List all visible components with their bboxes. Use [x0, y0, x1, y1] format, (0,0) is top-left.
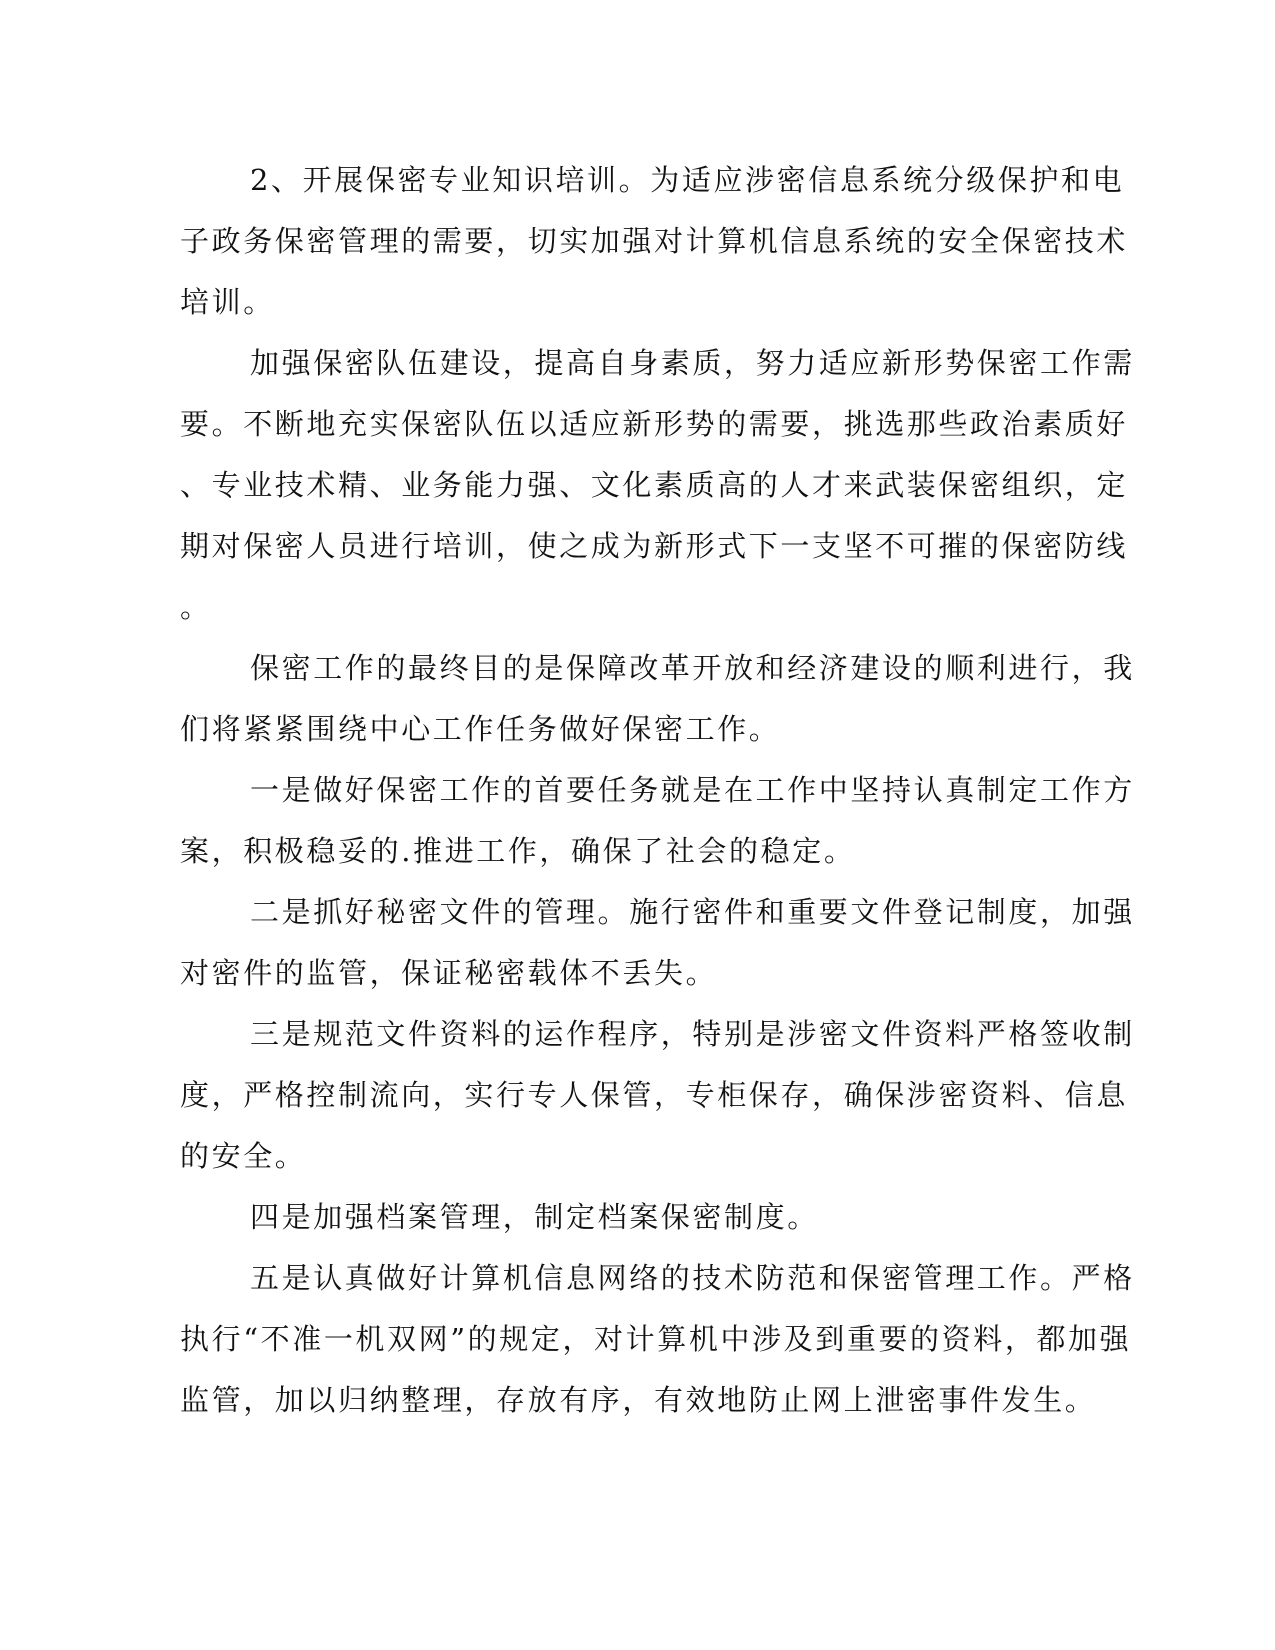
paragraph-training: [180, 150, 1129, 333]
paragraph-line: 保密工作的最终目的是保障改革开放和经济建设的顺利进行，我: [250, 651, 1135, 685]
paragraph-line: 的安全。: [180, 1139, 307, 1173]
paragraph-team-building: [180, 333, 1135, 638]
paragraph-line: 五是认真做好计算机信息网络的技术防范和保密管理工作。严格: [250, 1261, 1135, 1295]
paragraph-line: 监管，加以归纳整理，存放有序，有效地防止网上泄密事件发生。: [180, 1383, 1097, 1417]
paragraph-line: 们将紧紧围绕中心工作任务做好保密工作。: [180, 712, 781, 746]
paragraph-line: 案，积极稳妥的.推进工作，确保了社会的稳定。: [180, 834, 856, 868]
paragraph-line: 四是加强档案管理，制定档案保密制度。: [250, 1200, 819, 1234]
document-page: [180, 150, 1135, 1431]
paragraph-line: 执行“不准一机双网”的规定，对计算机中涉及到重要的资料，都加强: [180, 1322, 1132, 1356]
paragraph-line: 三是规范文件资料的运作程序，特别是涉密文件资料严格签收制: [250, 1017, 1135, 1051]
paragraph-line: 一是做好保密工作的首要任务就是在工作中坚持认真制定工作方: [250, 773, 1135, 807]
paragraph-line: 二是抓好秘密文件的管理。施行密件和重要文件登记制度，加强: [250, 895, 1135, 929]
paragraph-item-three: [180, 1004, 1135, 1187]
paragraph-line: 对密件的监管，保证秘密载体不丢失。: [180, 956, 718, 990]
paragraph-line: 子政务保密管理的需要，切实加强对计算机信息系统的安全保密技术: [180, 224, 1129, 258]
paragraph-line: 2、开展保密专业知识培训。为适应涉密信息系统分级保护和电: [250, 163, 1125, 197]
paragraph-line: 、专业技术精、业务能力强、文化素质高的人才来武装保密组织，定: [180, 468, 1129, 502]
paragraph-line: 加强保密队伍建设，提高自身素质，努力适应新形势保密工作需: [250, 346, 1135, 380]
paragraph-line: 。: [180, 590, 212, 624]
paragraph-line: 期对保密人员进行培训，使之成为新形式下一支坚不可摧的保密防线: [180, 529, 1129, 563]
paragraph-line: 培训。: [180, 285, 275, 319]
paragraph-goal: [180, 638, 1135, 760]
paragraph-item-one: [180, 760, 1135, 882]
paragraph-item-five: [180, 1248, 1135, 1431]
paragraph-item-four: [180, 1187, 1040, 1248]
paragraph-line: 度，严格控制流向，实行专人保管，专柜保存，确保涉密资料、信息: [180, 1078, 1129, 1112]
paragraph-line: 要。不断地充实保密队伍以适应新形势的需要，挑选那些政治素质好: [180, 407, 1129, 441]
paragraph-item-two: [180, 882, 1135, 1004]
